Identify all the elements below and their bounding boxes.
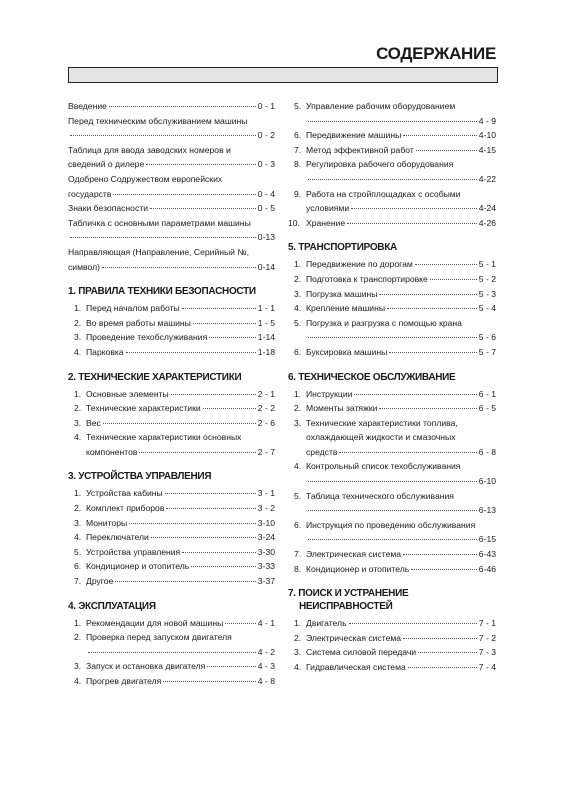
- toc-entry[interactable]: 6. Кондиционер и отопитель 3-33: [74, 561, 275, 572]
- toc-entry[interactable]: 3. Запуск и остановка двигателя 4 - 3: [74, 661, 275, 672]
- dot-leader: [191, 566, 256, 567]
- toc-entry[interactable]: 2. Комплект приборов 3 - 2: [74, 503, 275, 514]
- toc-entry[interactable]: 5 - 6: [288, 330, 496, 345]
- toc-entry[interactable]: 3. Мониторы 3-10: [74, 517, 275, 528]
- toc-entry[interactable]: Введение 0 - 1: [68, 101, 275, 111]
- toc-entry[interactable]: 2. Технические характеристики 2 - 2: [74, 403, 275, 414]
- toc-entry[interactable]: 2. Во время работы машины 1 - 5: [74, 317, 275, 328]
- toc-entry[interactable]: 3. Погрузка машины 5 - 3: [294, 288, 496, 299]
- toc-entry-first-line: 5. Управление рабочим оборудованием: [294, 101, 456, 111]
- toc-entry[interactable]: средств 6 - 8: [306, 446, 496, 457]
- toc-entry[interactable]: 7. Другое 3-37: [74, 576, 275, 587]
- dot-leader: [203, 408, 256, 409]
- toc-entry-first-line: 4. Контрольный список техобслуживания: [294, 461, 461, 472]
- dot-leader: [379, 294, 476, 295]
- toc-entry-text: Перед техническим обслуживанием машины: [68, 115, 248, 126]
- toc-entry-text: Одобрено Содружеством европейских: [68, 173, 223, 184]
- toc-entry[interactable]: 6-13: [288, 503, 496, 518]
- toc-entry-first-line: 5. Таблица технического обслуживания: [294, 490, 454, 501]
- section-heading: 7. ПОИСК И УСТРАНЕНИЕ НЕИСПРАВНОСТЕЙ: [288, 588, 409, 613]
- toc-entry[interactable]: 1. Инструкции 6 - 1: [294, 388, 496, 399]
- toc-entry[interactable]: 1. Устройства кабины 3 - 1: [74, 488, 275, 499]
- dot-leader: [193, 323, 256, 324]
- page-title: СОДЕРЖАНИЕ: [376, 44, 496, 63]
- toc-entry-first-line: 6. Инструкция по проведению обслуживания: [294, 519, 476, 530]
- toc-entry-first-line: 5. Погрузка и разгрузка с помощью крана: [294, 317, 462, 328]
- dot-leader: [109, 106, 256, 107]
- section-heading: 6. ТЕХНИЧЕСКОЕ ОБСЛУЖИВАНИЕ: [288, 371, 456, 383]
- section-heading: 1. ПРАВИЛА ТЕХНИКИ БЕЗОПАСНОСТИ: [68, 286, 256, 298]
- dot-leader: [146, 164, 256, 165]
- toc-entry[interactable]: 3. Проведение техобслуживания 1-14: [74, 332, 275, 343]
- toc-entry-text: охлаждающей жидкости и смазочных: [306, 432, 456, 443]
- toc-entry[interactable]: 1. Основные элементы 2 - 1: [74, 388, 275, 399]
- dot-leader: [415, 264, 477, 265]
- toc-entry[interactable]: условиями 4-24: [306, 203, 496, 214]
- toc-entry[interactable]: 4 - 2: [68, 645, 275, 660]
- dot-leader: [70, 237, 256, 238]
- toc-entry[interactable]: 6. Буксировка машины 5 - 7: [294, 346, 496, 357]
- dot-leader: [171, 394, 256, 395]
- dot-leader: [351, 208, 477, 209]
- dot-leader: [163, 681, 255, 682]
- toc-entry[interactable]: Знаки безопасности 0 - 5: [68, 203, 275, 214]
- toc-entry[interactable]: 4. Парковка 1-18: [74, 346, 275, 357]
- toc-entry[interactable]: 2. Подготовка к транспортировке 5 - 2: [294, 273, 496, 284]
- dot-leader: [308, 121, 477, 122]
- toc-entry[interactable]: 0-13: [68, 230, 275, 245]
- dot-leader: [102, 267, 256, 268]
- toc-entry[interactable]: 2. Моменты затяжки 6 - 5: [294, 403, 496, 414]
- dot-leader: [430, 279, 477, 280]
- toc-entry[interactable]: символ) 0-14: [68, 261, 275, 272]
- toc-entry[interactable]: государств 0 - 4: [68, 188, 275, 199]
- section-heading: 2. ТЕХНИЧЕСКИЕ ХАРАКТЕРИСТИКИ: [68, 371, 242, 383]
- dot-leader: [403, 554, 477, 555]
- dot-leader: [129, 523, 256, 524]
- toc-entry[interactable]: 4. Переключатели 3-24: [74, 532, 275, 543]
- dot-leader: [182, 552, 256, 553]
- toc-entry[interactable]: сведений о дилере 0 - 3: [68, 159, 275, 170]
- dot-leader: [308, 179, 477, 180]
- toc-entry-text: Табличка с основными параметрами машины: [68, 217, 251, 228]
- toc-entry[interactable]: 4-22: [288, 172, 496, 187]
- toc-entry[interactable]: 1. Передвижение по дорогам 5 - 1: [294, 259, 496, 270]
- dot-leader: [347, 223, 477, 224]
- dot-leader: [408, 667, 477, 668]
- dot-leader: [115, 581, 255, 582]
- dot-leader: [411, 569, 477, 570]
- dot-leader: [308, 337, 477, 338]
- toc-entry-first-line: 2. Проверка перед запуском двигателя: [74, 632, 232, 643]
- toc-entry[interactable]: 6-15: [288, 532, 496, 547]
- dot-leader: [339, 452, 476, 453]
- dot-leader: [151, 537, 256, 538]
- toc-entry[interactable]: 6. Передвижение машины 4-10: [294, 130, 496, 141]
- dot-leader: [308, 539, 477, 540]
- toc-right-column: [288, 99, 496, 675]
- dot-leader: [387, 308, 477, 309]
- toc-entry-text: Направляющая (Направление, Серийный №,: [68, 246, 249, 257]
- dot-leader: [403, 135, 477, 136]
- toc-entry-first-line: 9. Работа на стройплощадках с особыми: [294, 188, 461, 199]
- toc-entry[interactable]: 8. Кондиционер и отопитель 6-46: [294, 563, 496, 574]
- toc-entry[interactable]: компонентов 2 - 7: [86, 446, 275, 457]
- toc-entry[interactable]: 1. Двигатель 7 - 1: [294, 618, 496, 629]
- section-heading: 5. ТРАНСПОРТИРОВКА: [288, 242, 397, 254]
- dot-leader: [416, 150, 477, 151]
- dot-leader: [209, 337, 256, 338]
- toc-entry[interactable]: 4. Крепление машины 5 - 4: [294, 303, 496, 314]
- dot-leader: [379, 408, 476, 409]
- dot-leader: [150, 208, 256, 209]
- toc-entry[interactable]: 3. Система силовой передачи 7 - 3: [294, 647, 496, 658]
- dot-leader: [70, 135, 256, 136]
- toc-entry[interactable]: 10. Хранение 4-26: [288, 217, 496, 228]
- toc-entry[interactable]: 4. Гидравлическая система 7 - 4: [294, 662, 496, 672]
- dot-leader: [418, 652, 477, 653]
- dot-leader: [349, 623, 477, 624]
- toc-entry-first-line: 4. Технические характеристики основных: [74, 432, 242, 443]
- dot-leader: [113, 194, 255, 195]
- dot-leader: [166, 508, 255, 509]
- toc-entry[interactable]: 7. Электрическая система 6-43: [294, 549, 496, 560]
- toc-entry-first-line: 8. Регулировка рабочего оборудования: [294, 159, 454, 170]
- toc-entry-text: Таблица для ввода заводских номеров и: [68, 144, 231, 155]
- dot-leader: [182, 308, 256, 309]
- dot-leader: [126, 352, 256, 353]
- dot-leader: [88, 652, 256, 653]
- dot-leader: [103, 423, 256, 424]
- section-heading: 3. УСТРОЙСТВА УПРАВЛЕНИЯ: [68, 471, 212, 483]
- toc-entry[interactable]: 0 - 2: [68, 128, 275, 143]
- dot-leader: [139, 452, 255, 453]
- toc-entry-first-line: 3. Технические характеристики топлива,: [294, 417, 458, 428]
- toc-entry[interactable]: 2. Электрическая система 7 - 2: [294, 632, 496, 643]
- toc-left-column: [68, 99, 275, 689]
- toc-entry[interactable]: 4. Прогрев двигателя 4 - 8: [74, 676, 275, 686]
- toc-entry[interactable]: 1. Рекомендации для новой машины 4 - 1: [74, 617, 275, 628]
- dot-leader: [207, 666, 256, 667]
- dot-leader: [225, 623, 256, 624]
- toc-entry[interactable]: 3. Вес 2 - 6: [74, 417, 275, 428]
- toc-entry[interactable]: 5. Устройства управления 3-30: [74, 546, 275, 557]
- dot-leader: [308, 481, 477, 482]
- dot-leader: [403, 638, 477, 639]
- title-bar: [68, 67, 498, 83]
- dot-leader: [389, 352, 477, 353]
- section-heading: 4. ЭКСПЛУАТАЦИЯ: [68, 600, 156, 612]
- dot-leader: [308, 510, 477, 511]
- toc-entry[interactable]: 1. Перед началом работы 1 - 1: [74, 303, 275, 314]
- toc-entry[interactable]: 7. Метод эффективной работ 4-15: [294, 144, 496, 155]
- toc-entry[interactable]: 6-10: [288, 474, 496, 489]
- dot-leader: [354, 394, 476, 395]
- dot-leader: [165, 493, 256, 494]
- toc-entry[interactable]: 4 - 9: [288, 114, 496, 129]
